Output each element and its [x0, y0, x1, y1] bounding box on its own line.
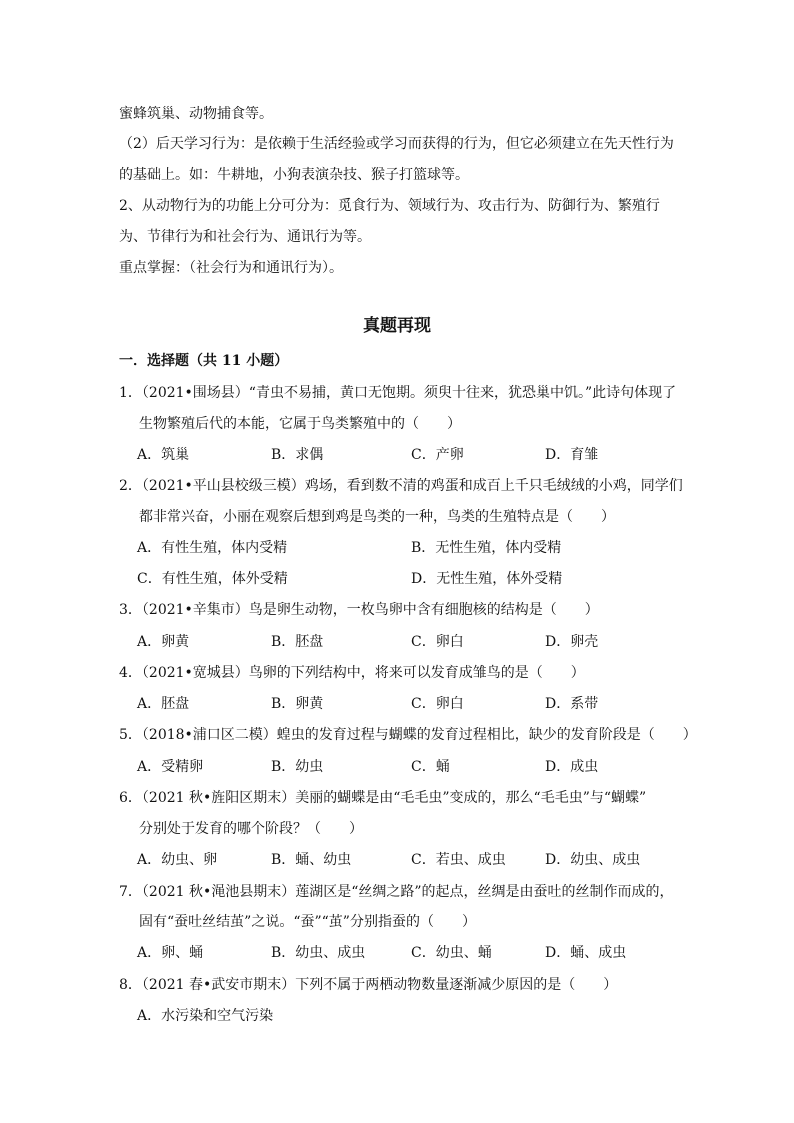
question-1-option-a: A．筑巢 — [137, 447, 190, 463]
question-3-option-c: C．卵白 — [411, 634, 464, 650]
question-2-option-a: A．有性生殖，体内受精 — [137, 540, 288, 556]
intro-line-2: （2）后天学习行为：是依赖于生活经验或学习而获得的行为，但它必须建立在先天性行为 — [119, 136, 674, 152]
question-6-option-b: B．蛹、幼虫 — [271, 852, 352, 868]
question-4-option-c: C．卵白 — [411, 696, 464, 712]
question-5-option-d: D．成虫 — [545, 759, 599, 775]
question-2-option-c: C．有性生殖，体外受精 — [137, 571, 288, 587]
question-3-line-1: 3．（2021•辛集市）鸟是卵生动物，一枚鸟卵中含有细胞核的结构是（ ） — [119, 602, 599, 618]
question-3-option-d: D．卵壳 — [545, 634, 599, 650]
section-title: 真题再现 — [363, 316, 431, 336]
question-2-option-d: D．无性生殖，体外受精 — [411, 571, 563, 587]
question-2-option-b: B．无性生殖，体内受精 — [411, 540, 562, 556]
question-5-line-1: 5．（2018•浦口区二模）蝗虫的发育过程与蝴蝶的发育过程相比，缺少的发育阶段是（ ） — [119, 727, 697, 743]
question-4-option-b: B．卵黄 — [271, 696, 324, 712]
question-3-option-b: B．胚盘 — [271, 634, 324, 650]
question-4-option-a: A．胚盘 — [137, 696, 190, 712]
question-6-line-2: 分别处于发育的哪个阶段？（ ） — [139, 821, 363, 837]
question-5-option-a: A．受精卵 — [137, 759, 204, 775]
question-8-line-1: 8．（2021 春•武安市期末）下列不属于两栖动物数量逐渐减少原因的是（ ） — [119, 977, 618, 993]
question-7-line-2: 固有“蚕吐丝结茧”之说。“蚕”“茧”分别指蚕的（ ） — [139, 914, 476, 930]
question-6-option-c: C．若虫、成虫 — [411, 852, 506, 868]
intro-line-3: 的基础上。如：牛耕地，小狗表演杂技、猴子打篮球等。 — [119, 167, 469, 183]
question-2-line-1: 2．（2021•平山县校级三模）鸡场，看到数不清的鸡蛋和成百上千只毛绒绒的小鸡，同学们 — [119, 478, 683, 494]
intro-line-6: 重点掌握：（社会行为和通讯行为）。 — [119, 260, 343, 276]
question-3-option-a: A．卵黄 — [137, 634, 190, 650]
intro-line-1: 蜜蜂筑巢、动物捕食等。 — [119, 106, 273, 122]
question-5-option-c: C．蛹 — [411, 759, 450, 775]
question-1-option-d: D．育雏 — [545, 447, 599, 463]
question-6-option-d: D．幼虫、成虫 — [545, 852, 641, 868]
intro-line-4: 2、从动物行为的功能上分可分为：觅食行为、领域行为、攻击行为、防御行为、繁殖行 — [119, 198, 660, 214]
question-6-line-1: 6．（2021 秋•旌阳区期末）美丽的蝴蝶是由“毛毛虫”变成的，那么“毛毛虫”与“蝴蝶” — [119, 790, 647, 806]
intro-line-5: 为、节律行为和社会行为、通讯行为等。 — [119, 229, 371, 245]
question-5-option-b: B．幼虫 — [271, 759, 324, 775]
question-1-option-c: C．产卵 — [411, 447, 464, 463]
question-8-option-a: A．水污染和空气污染 — [137, 1008, 274, 1024]
question-6-option-a: A．幼虫、卵 — [137, 852, 218, 868]
question-1-option-b: B．求偶 — [271, 447, 324, 463]
question-4-line-1: 4．（2021•宽城县）鸟卵的下列结构中，将来可以发育成雏鸟的是（ ） — [119, 665, 585, 681]
question-type-heading: 一．选择题（共 11 小题） — [119, 353, 289, 369]
question-1-line-2: 生物繁殖后代的本能，它属于鸟类繁殖中的（ ） — [139, 416, 461, 432]
question-7-option-b: B．幼虫、成虫 — [271, 945, 366, 961]
question-7-option-a: A．卵、蛹 — [137, 945, 204, 961]
question-1-line-1: 1．（2021•围场县）“青虫不易捕，黄口无饱期。须臾十往来，犹恐巢中饥。”此诗句体现了 — [119, 385, 677, 401]
question-7-option-d: D．蛹、成虫 — [545, 945, 627, 961]
question-7-option-c: C．幼虫、蛹 — [411, 945, 492, 961]
question-2-line-2: 都非常兴奋，小丽在观察后想到鸡是鸟类的一种，鸟类的生殖特点是（ ） — [139, 509, 615, 525]
question-4-option-d: D．系带 — [545, 696, 599, 712]
question-7-line-1: 7．（2021 秋•渑池县期末）莲湖区是“丝绸之路”的起点，丝绸是由蚕吐的丝制作而成的， — [119, 884, 674, 900]
